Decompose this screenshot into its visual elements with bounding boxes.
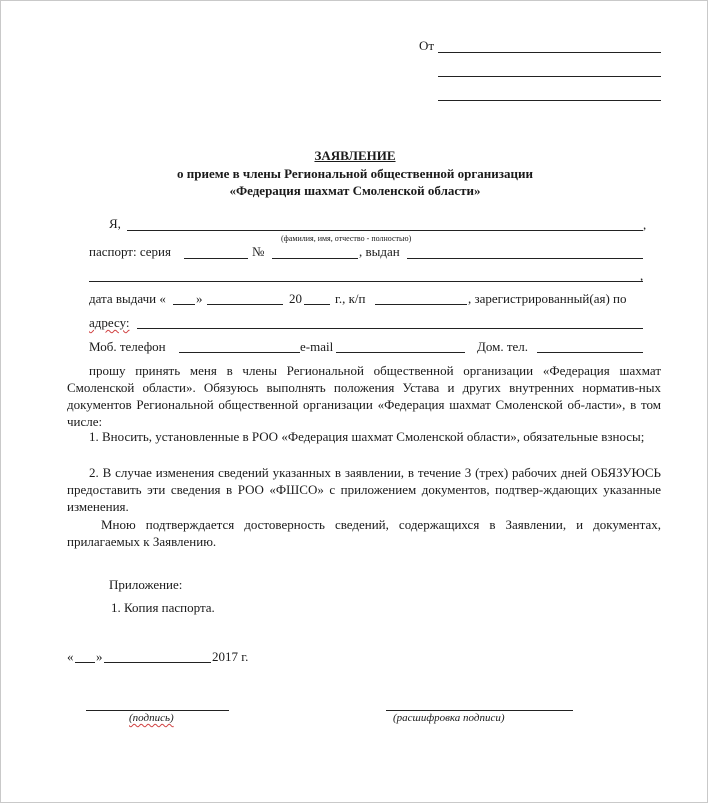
- address-field[interactable]: [137, 328, 643, 329]
- footer-date-open: «: [67, 649, 74, 664]
- passport-number-field[interactable]: [272, 258, 358, 259]
- home-phone-label: Дом. тел.: [477, 339, 529, 354]
- kp-field[interactable]: [375, 304, 467, 305]
- obligation-item-1: 1. Вносить, установленные в РОО «Федерация шахмат Смоленской области», обязательные взносы;: [89, 429, 645, 444]
- fio-comma: ,: [643, 217, 647, 232]
- issue-day-field[interactable]: [173, 304, 195, 305]
- issue-date-quote: »: [196, 291, 203, 306]
- registered-label: , зарегистрированный(ая) по: [468, 291, 627, 306]
- year-prefix: 20: [289, 291, 302, 306]
- document-subtitle-1: о приеме в члены Региональной общественной организации: [177, 166, 533, 181]
- document-subtitle-2: «Федерация шахмат Смоленской области»: [229, 183, 481, 198]
- signature-caption: (подпись): [129, 712, 174, 724]
- mobile-label: Моб. телефон: [89, 339, 166, 354]
- footer-day-field[interactable]: [75, 662, 95, 663]
- from-line-3[interactable]: [438, 100, 661, 101]
- passport-number-sign: №: [252, 244, 265, 259]
- from-line-1[interactable]: [438, 52, 661, 53]
- mobile-field[interactable]: [179, 352, 300, 353]
- issued-by-field-2[interactable]: [89, 281, 643, 282]
- year-suffix-kp: г., к/п: [335, 291, 366, 306]
- issued-by-field[interactable]: [407, 258, 643, 259]
- footer-month-field[interactable]: [104, 662, 211, 663]
- address-label: адресу:: [89, 315, 130, 330]
- signature-field[interactable]: [86, 710, 229, 711]
- issued-label: , выдан: [359, 244, 400, 259]
- confirmation-paragraph: Мною подтверждается достоверность сведений, содержащихся в Заявлении, и документах, прилагаемых к Заявлению.: [67, 517, 661, 549]
- from-line-2[interactable]: [438, 76, 661, 77]
- issue-year-field[interactable]: [304, 304, 330, 305]
- i-label: Я,: [109, 216, 121, 231]
- signature-decode-field[interactable]: [386, 710, 573, 711]
- document-title: ЗАЯВЛЕНИЕ: [314, 148, 396, 163]
- issued-comma: ,: [640, 268, 644, 283]
- email-label: e-mail: [300, 339, 334, 354]
- issue-date-label: дата выдачи «: [89, 291, 166, 306]
- from-label: От: [419, 38, 435, 53]
- footer-year: 2017 г.: [212, 649, 249, 664]
- home-phone-field[interactable]: [537, 352, 643, 353]
- attachment-item-1: 1. Копия паспорта.: [111, 600, 215, 615]
- passport-series-label: паспорт: серия: [89, 244, 171, 259]
- passport-series-field[interactable]: [184, 258, 248, 259]
- fio-hint: (фамилия, имя, отчество - полностью): [281, 234, 412, 243]
- footer-date-close: »: [96, 649, 103, 664]
- attachment-label: Приложение:: [109, 577, 183, 592]
- obligation-item-2: 2. В случае изменения сведений указанных в заявлении, в течение 3 (трех) рабочих дней ОБЯЗУЮСЬ предоставить эти сведения в РОО «ФШСО» с приложением документов, подтвер-ждающих указанные изменения.: [67, 465, 661, 514]
- request-paragraph: прошу принять меня в члены Региональной общественной организации «Федерация шахмат Смоленской области». Обязуюсь выполнять положения Устава и других внутренних норматив-ных документов Региональной общественной организации «Федерация шахмат Смоленской об-ласти», в том числе:: [67, 363, 661, 429]
- signature-decode-caption: (расшифровка подписи): [393, 712, 505, 724]
- email-field[interactable]: [336, 352, 465, 353]
- issue-month-field[interactable]: [207, 304, 283, 305]
- fio-field[interactable]: [127, 230, 643, 231]
